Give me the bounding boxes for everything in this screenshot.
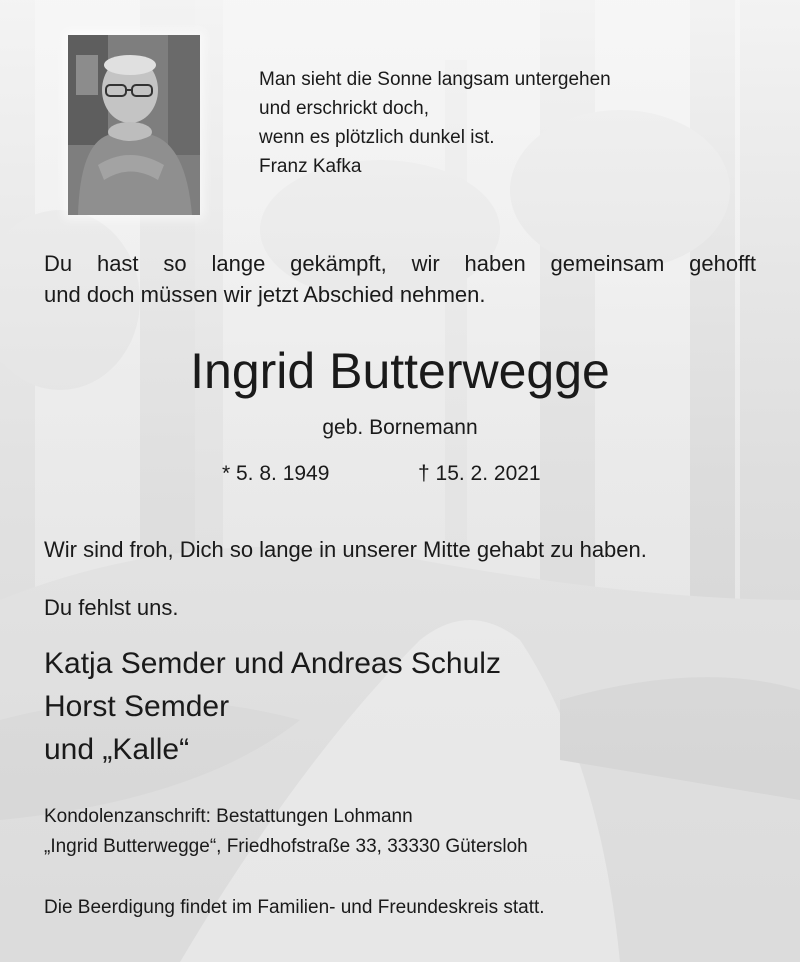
- mourner-name: und „Kalle“: [44, 733, 190, 766]
- quote-author: Franz Kafka: [259, 156, 362, 177]
- maiden-name: geb. Bornemann: [322, 416, 478, 439]
- quote-line: wenn es plötzlich dunkel ist.: [259, 127, 495, 148]
- mourner-name: Katja Semder und Andreas Schulz: [44, 647, 501, 680]
- grateful-message: Wir sind froh, Dich so lange in unserer Mitte gehabt zu haben.: [44, 537, 647, 562]
- condolence-line-2: „Ingrid Butterwegge“, Friedhofstraße 33, 33330 Gütersloh: [44, 836, 528, 857]
- intro-line-1: Du hast so lange gekämpft, wir haben gemeinsam gehofft: [44, 251, 756, 276]
- quote-line: und erschrickt doch,: [259, 98, 430, 119]
- portrait-photo: [68, 35, 200, 215]
- funeral-note: Die Beerdigung findet im Familien- und Freundeskreis statt.: [44, 897, 545, 918]
- deceased-name: Ingrid Butterwegge: [190, 343, 610, 399]
- condolence-address: [44, 802, 528, 862]
- quote-line: Man sieht die Sonne langsam untergehen: [259, 69, 611, 90]
- missed-message: Du fehlst uns.: [44, 595, 179, 620]
- birth-date: * 5. 8. 1949: [222, 462, 330, 485]
- death-date: † 15. 2. 2021: [418, 462, 541, 485]
- mourners-list: [44, 642, 501, 771]
- mourner-name: Horst Semder: [44, 690, 230, 723]
- quote-block: [259, 65, 611, 181]
- intro-line-2: und doch müssen wir jetzt Abschied nehmen.: [44, 282, 486, 307]
- condolence-line-1: Kondolenzanschrift: Bestattungen Lohmann: [44, 806, 413, 827]
- intro-text: [44, 248, 756, 310]
